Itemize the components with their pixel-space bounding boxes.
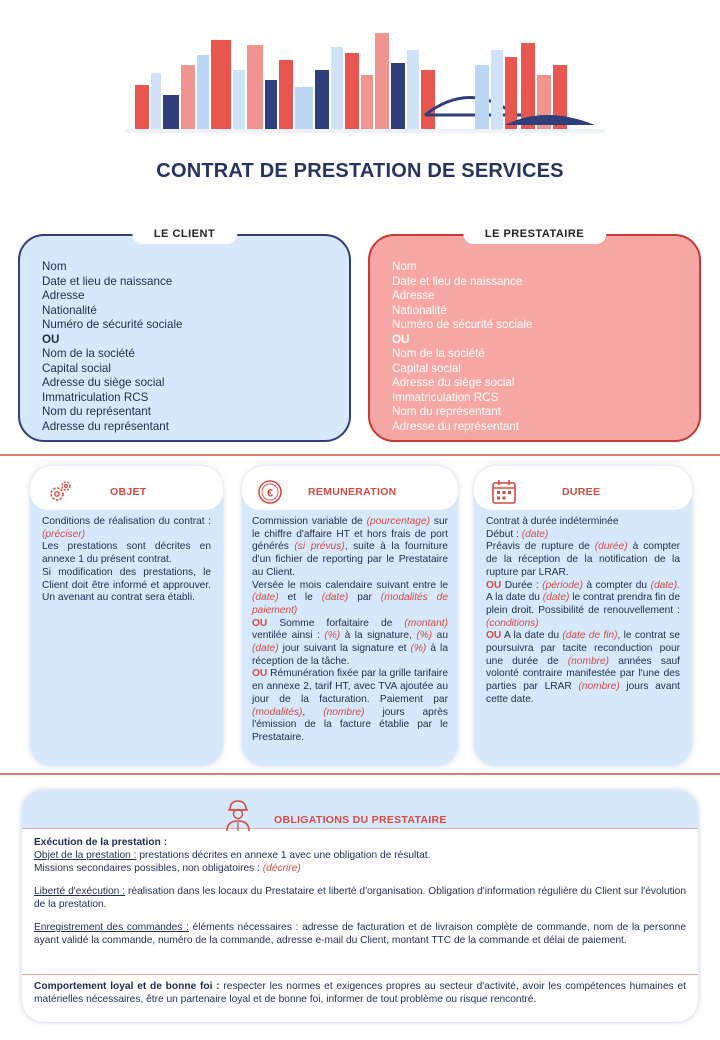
placeholder-value: (date) [321,592,349,604]
placeholder-value: (date). [650,579,680,591]
remuneration-text-part: , suite à la fourniture d'un fichier de reporting par le Prestataire au Client. [252,541,448,578]
prestataire-field: Capital social [392,361,461,375]
obligations-text [34,836,686,947]
remuneration-text-part: jour suivant la signature et [278,643,411,655]
obligations-label: Comportement loyal et de bonne foi : [34,981,220,992]
prestataire-label: LE PRESTATAIRE [463,224,606,244]
remuneration-text [252,516,448,745]
duree-text-part: le contrat prendra fin de plein droit. Possibilité de renouvellement : [486,592,680,616]
duree-text-part: A la date du [486,592,543,604]
client-field-ou: OU [42,332,60,346]
obligations-text-part: respecter les normes et exigences propres au secteur d'activité, avoir les compétences humaines et matérielles nécessaires, être un partenaire loyal et de bonne foi, informer de tout problème ou risque rencontré. [34,981,686,1005]
prestataire-field-ou: OU [392,332,410,346]
placeholder-value: (nombre) [578,681,620,693]
placeholder-value: (date) [252,643,279,655]
obligations-divider [22,974,698,975]
placeholder-value: (%) [410,643,427,655]
prestataire-field: Adresse du représentant [392,419,519,433]
remuneration-text-part: à la signature, [340,630,417,642]
client-field: Immatriculation RCS [42,390,149,404]
obligations-text [34,980,686,1006]
ou-marker: OU [252,668,268,680]
calendar-icon [490,478,518,506]
duree-title: DUREE [562,486,601,498]
duree-text-part: A la date du [501,630,563,642]
placeholder-value: (nombre) [323,706,365,718]
placeholder-value: (période) [542,579,583,591]
duree-text [486,516,680,707]
placeholder-value: (date) [252,592,279,604]
remuneration-text-part: par [348,592,381,604]
remuneration-text-part: et le [278,592,322,604]
client-field: Adresse [42,289,85,302]
placeholder-value: (modalités de paiement) [252,592,448,616]
placeholder-value: (modalités) [252,706,303,718]
objet-text-part: Si modification des prestations, le Client doit être informé et approuver. Un avenant au contrat sera établi. [42,566,211,604]
section-divider [0,454,720,456]
client-field: Nationalité [42,303,97,317]
obligations-label: Objet de la prestation : [34,850,137,861]
duree-text-part: années sauf volonté contraire manifestée par l'une des parties par LRAR [486,655,680,693]
svg-text:€: € [266,487,274,500]
duree-text-part: à compter du [582,579,651,591]
placeholder-value: (durée) [594,541,628,553]
prestataire-field: Adresse [392,289,435,302]
client-fields [20,236,349,434]
client-field: Capital social [42,361,111,375]
obligations-subheading: Exécution de la prestation : [34,837,168,848]
client-field: Date et lieu de naissance [42,274,173,288]
page-title: CONTRAT DE PRESTATION DE SERVICES [156,160,564,182]
gears-icon [46,478,74,506]
duree-text-part: jours avant cette date. [486,681,680,705]
worker-icon [220,796,256,832]
obligations-title: OBLIGATIONS DU PRESTATAIRE [274,814,447,826]
placeholder-value: (préciser) [42,528,86,540]
duree-text-part: à compter de la réception de la notification de la rupture par LRAR. [486,541,680,578]
euro-icon [256,478,284,506]
placeholder-value: (conditions) [486,617,539,629]
client-field: Numéro de sécurité sociale [42,318,183,331]
placeholder-value: (date) [521,528,549,540]
objet-card [30,466,223,766]
obligations-text-part: prestations décrites en annexe 1 avec une obligation de résultat. [136,850,431,861]
duree-text-part: Début : [486,528,522,540]
city-skyline-illustration [125,25,605,135]
remuneration-text-part: ventilée ainsi : [252,630,325,642]
placeholder-value: (date de fin) [562,630,618,642]
prestataire-field: Nom de la société [392,347,485,360]
placeholder-value: (%) [324,630,341,642]
objet-title: OBJET [110,486,147,498]
prestataire-field: Nom [392,260,417,273]
remuneration-text-part: Versée le mois calendaire suivant entre le [252,579,448,591]
ou-marker: OU [252,617,268,629]
obligations-label: Enregistrement des commandes : [34,922,189,933]
client-label: LE CLIENT [132,224,237,244]
ou-marker: OU [486,630,502,642]
prestataire-field: Date et lieu de naissance [392,274,523,288]
client-field: Nom de la société [42,347,135,360]
remuneration-text-part: Rémunération fixée par la grille tarifaire en annexe 2, tarif HT, avec TVA ajoutée au jour de la facturation. Paiement par [252,668,448,705]
placeholder-value: (décrire) [262,863,301,874]
duree-text-part: Durée : [501,579,543,591]
placeholder-value: (date) [542,592,570,604]
client-field: Adresse du représentant [42,419,169,433]
remuneration-text-part: au [432,630,449,642]
objet-text-part: Conditions de réalisation du contrat : [42,516,211,527]
duree-card [474,466,692,766]
prestataire-field: Numéro de sécurité sociale [392,318,533,331]
client-box [18,228,351,442]
obligations-text-part: éléments nécessaires : adresse de facturation et de livraison complète de commande, nom de la personne ayant validé la commande, numéro de la commande, adresse e-mail du Client, montant TTC de la commande et délai de paiement. [34,922,686,946]
remuneration-text-part: Commission variable de [252,516,367,527]
client-field: Adresse du siège social [42,376,165,389]
client-field: Nom [42,260,67,273]
remuneration-text-part: Somme forfaitaire de [267,617,405,629]
prestataire-field: Immatriculation RCS [392,390,499,404]
objet-text [42,516,211,605]
obligations-text-part: réalisation dans les locaux du Prestataire et liberté d'organisation. Obligation d'information régulière du Client sur l'évolution de la prestation. [34,886,686,910]
placeholder-value: (nombre) [567,655,610,667]
placeholder-value: (pourcentage) [366,516,431,527]
prestataire-fields [370,236,699,434]
prestataire-field: Adresse du siège social [392,376,515,389]
remuneration-text-part: à la réception de la tâche. [252,643,448,667]
prestataire-box [368,228,701,442]
objet-text-part: Les prestations sont décrites en annexe 1 du présent contrat. [42,541,211,566]
remuneration-title: REMUNERATION [308,486,397,498]
prestataire-field: Nom du représentant [392,405,501,418]
remuneration-card [242,466,458,766]
duree-text-part: , le contrat se poursuivra par tacite reconduction pour une durée de [486,630,680,667]
section-divider [0,773,720,775]
remuneration-text-part: , [302,706,324,718]
client-field: Nom du représentant [42,405,151,418]
placeholder-value: (montant) [404,617,448,629]
ou-marker: OU [486,579,502,591]
remuneration-text-part: sur le chiffre d'affaire HT et hors frais de port générés [252,516,449,553]
obligations-card [22,790,698,1022]
obligations-text-part: Missions secondaires possibles, non obligatoires : [34,863,263,874]
prestataire-field: Nationalité [392,303,447,317]
placeholder-value: (si prévus) [294,541,345,553]
obligations-label: Liberté d'exécution : [34,886,126,897]
duree-text-part: Contrat à durée indéterminée [486,516,619,527]
remuneration-text-part: jours après l'émission de la facture établie par le Prestataire. [252,706,448,743]
duree-text-part: Préavis de rupture de [486,541,595,553]
placeholder-value: (%) [416,630,433,642]
